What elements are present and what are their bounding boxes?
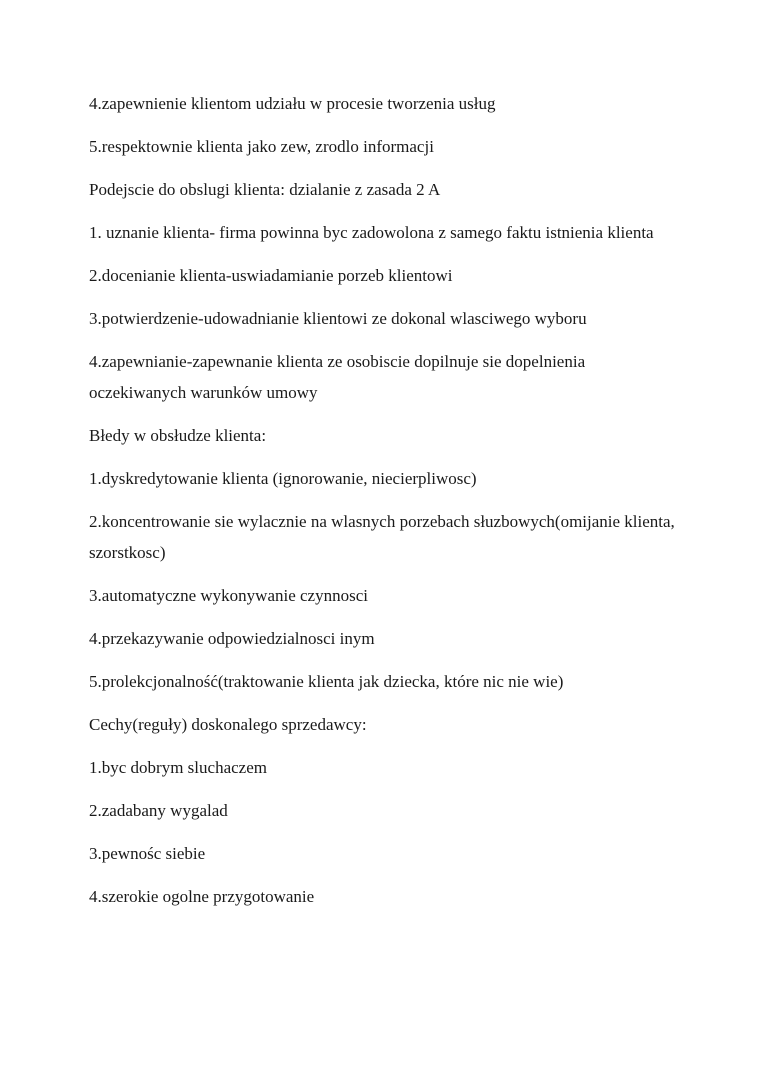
paragraph-discrediting: 1.dyskredytowanie klienta (ignorowanie, niecierpliwosc)	[89, 469, 477, 488]
paragraph-confirmation: 3.potwierdzenie-udowadnianie klientowi ze dokonal wlasciwego wyboru	[89, 309, 587, 328]
paragraph-customer-recognition: 1. uznanie klienta- firma powinna byc zadowolona z samego faktu istnienia klienta	[89, 223, 654, 242]
paragraph-respecting-customer: 5.respektownie klienta jako zew, zrodlo informacji	[89, 137, 434, 156]
paragraph-condescension: 5.prolekcjonalność(traktowanie klienta jak dziecka, które nic nie wie)	[89, 672, 564, 691]
heading-service-errors: Błedy w obsłudze klienta:	[89, 426, 267, 445]
paragraph-customer-participation: 4.zapewnienie klientom udziału w procesie tworzenia usług	[89, 94, 496, 113]
document-body	[89, 88, 679, 924]
paragraph-passing-responsibility: 4.przekazywanie odpowiedzialnosci inym	[89, 629, 375, 648]
paragraph-self-confidence: 3.pewnośc siebie	[89, 844, 206, 863]
heading-customer-service-approach: Podejscie do obslugi klienta: dzialanie z zasada 2 A	[89, 180, 441, 199]
paragraph-automatic-actions: 3.automatyczne wykonywanie czynnosci	[89, 586, 368, 605]
paragraph-appearance: 2.zadabany wygalad	[89, 801, 228, 820]
paragraph-customer-appreciation: 2.docenianie klienta-uswiadamianie porzeb klientowi	[89, 266, 453, 285]
paragraph-general-preparation: 4.szerokie ogolne przygotowanie	[89, 887, 315, 906]
heading-salesperson-traits: Cechy(reguły) doskonalego sprzedawcy:	[89, 715, 367, 734]
paragraph-good-listener: 1.byc dobrym sluchaczem	[89, 758, 267, 777]
paragraph-own-needs-focus: 2.koncentrowanie sie wylacznie na wlasnych porzebach słuzbowych(omijanie klienta, szorstkosc)	[89, 512, 675, 562]
paragraph-assurance: 4.zapewnianie-zapewnanie klienta ze osobiscie dopilnuje sie dopelnienia oczekiwanych warunków umowy	[89, 352, 586, 402]
